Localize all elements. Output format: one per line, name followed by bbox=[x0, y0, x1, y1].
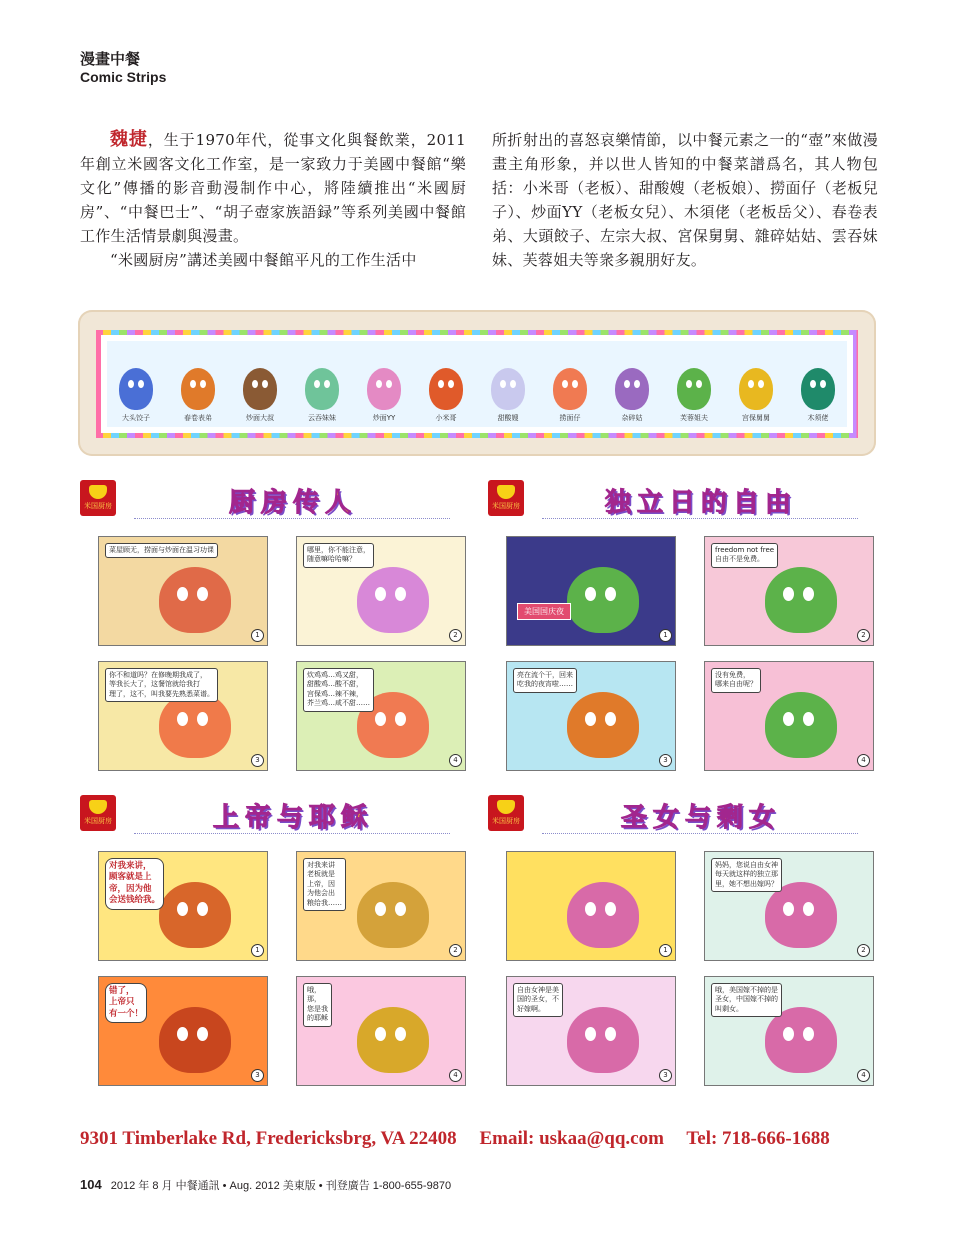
intro-left-column bbox=[80, 128, 466, 272]
teapot-character-icon bbox=[801, 368, 835, 410]
character-9 bbox=[603, 368, 661, 427]
intro-paragraph-2: “米國厨房”講述美國中餐館平凡的工作生活中 bbox=[110, 251, 417, 269]
panel-number: 4 bbox=[449, 1069, 462, 1082]
intro-paragraph-1 bbox=[80, 128, 466, 248]
teapot-character-icon bbox=[159, 882, 231, 948]
comic-panel-4 bbox=[296, 661, 466, 771]
speech-bubble: 自由女神是美 国的圣女，不 好嫁啊。 bbox=[513, 983, 563, 1017]
panel-grid bbox=[506, 536, 874, 771]
teapot-character-icon bbox=[567, 882, 639, 948]
panel-number: 1 bbox=[659, 629, 672, 642]
character-3 bbox=[231, 368, 289, 427]
author-name: 魏捷 bbox=[110, 129, 148, 150]
address: 9301 Timberlake Rd, Fredericksbrg, VA 22408 bbox=[80, 1128, 457, 1149]
logo-name: 米国厨房 bbox=[492, 817, 520, 825]
title-divider bbox=[134, 833, 450, 834]
teapot-character-icon bbox=[305, 368, 339, 410]
comic-strip-3 bbox=[80, 795, 460, 1095]
teapot-character-icon bbox=[491, 368, 525, 410]
comic-strip-2 bbox=[488, 480, 868, 780]
teapot-character-icon bbox=[567, 567, 639, 633]
comic-panel-1 bbox=[98, 536, 268, 646]
teapot-character-icon bbox=[765, 1007, 837, 1073]
section-header bbox=[80, 50, 166, 86]
character-2 bbox=[169, 368, 227, 427]
teapot-icon bbox=[89, 800, 107, 814]
kitchen-logo-icon bbox=[80, 480, 116, 516]
character-label: 大头饺子 bbox=[122, 414, 150, 422]
character-banner bbox=[78, 310, 876, 456]
comic-panel-1 bbox=[506, 536, 676, 646]
panel-number: 4 bbox=[857, 1069, 870, 1082]
character-label: 炒面大叔 bbox=[246, 414, 274, 422]
character-label: 春卷表弟 bbox=[184, 414, 212, 422]
comic-panel-4 bbox=[704, 976, 874, 1086]
strip-title: 厨房传人 bbox=[228, 488, 357, 518]
teapot-character-icon bbox=[429, 368, 463, 410]
kitchen-logo-icon bbox=[488, 795, 524, 831]
panel-number: 3 bbox=[659, 754, 672, 767]
comic-strip-1 bbox=[80, 480, 460, 780]
panel-number: 4 bbox=[449, 754, 462, 767]
teapot-character-icon bbox=[367, 368, 401, 410]
speech-bubble: 妈妈，您说自由女神 每天就这样的独立那 里，她不想出嫁吗？ bbox=[711, 858, 782, 892]
panel-number: 4 bbox=[857, 754, 870, 767]
character-4 bbox=[293, 368, 351, 427]
character-label: 芙蓉姐夫 bbox=[680, 414, 708, 422]
character-5 bbox=[355, 368, 413, 427]
speech-bubble: 你不和道吗？在修晚期我成了， 等我长大了，这餐馆就给我打 理了，这不，叫我要先熟悉菜谱。 bbox=[105, 668, 218, 702]
speech-bubble: 哪里，你不能注意， 随意嘛哈哈嘛？ bbox=[303, 543, 374, 568]
teapot-character-icon bbox=[553, 368, 587, 410]
teapot-character-icon bbox=[159, 567, 231, 633]
section-title-en: Comic Strips bbox=[80, 68, 167, 85]
character-12 bbox=[789, 368, 847, 427]
comic-panel-3 bbox=[506, 976, 676, 1086]
speech-bubble: 对我来讲， 顾客就是上 帝，因为他 会送钱给我。 bbox=[105, 858, 164, 910]
character-8 bbox=[541, 368, 599, 427]
speech-bubble: 没有免费， 哪来自由呢？ bbox=[711, 668, 761, 693]
section-title-zh: 漫畫中餐 bbox=[80, 50, 141, 68]
kitchen-logo-icon bbox=[80, 795, 116, 831]
panel-number: 3 bbox=[251, 1069, 264, 1082]
character-label: 木须佬 bbox=[807, 414, 829, 422]
teapot-character-icon bbox=[677, 368, 711, 410]
contact-info bbox=[80, 1128, 848, 1150]
panel-number: 3 bbox=[251, 754, 264, 767]
kitchen-logo-icon bbox=[488, 480, 524, 516]
speech-bubble: 错了， 上帝只 有一个！ bbox=[105, 983, 147, 1023]
speech-bubble: 对我来讲 老板就是 上帝，因 为他会出 粮给我…… bbox=[303, 858, 346, 911]
teapot-character-icon bbox=[243, 368, 277, 410]
teapot-character-icon bbox=[615, 368, 649, 410]
intro-text-1: ，生于1970年代，從事文化與餐飲業，2011年創立米國客文化工作室，是一家致力于美國中餐館“樂文化”傳播的影音動漫制作中心，將陸續推出“米國厨房”、“中餐巴士”、“胡子壺家族語録”等系列美國中餐館工作生活情景劇與漫畫。 bbox=[80, 131, 466, 245]
teapot-character-icon bbox=[739, 368, 773, 410]
comic-panel-2 bbox=[296, 851, 466, 961]
character-label: 宫保舅舅 bbox=[742, 414, 770, 422]
teapot-character-icon bbox=[567, 1007, 639, 1073]
page-footer-text: 2012 年 8 月 中餐通訊 • Aug. 2012 美東版 • 刊登廣告 1-800-655-9870 bbox=[110, 1180, 452, 1192]
comic-panel-3 bbox=[506, 661, 676, 771]
character-label: 云吞妹妹 bbox=[308, 414, 336, 422]
teapot-icon bbox=[497, 485, 515, 499]
character-6 bbox=[417, 368, 475, 427]
teapot-icon bbox=[497, 800, 515, 814]
comic-panel-4 bbox=[704, 661, 874, 771]
character-7 bbox=[479, 368, 537, 427]
teapot-character-icon bbox=[159, 692, 231, 758]
panel-number: 2 bbox=[857, 629, 870, 642]
logo-name: 米国厨房 bbox=[492, 502, 520, 510]
banner-frame bbox=[96, 330, 858, 438]
panel-number: 2 bbox=[449, 629, 462, 642]
panel-number: 1 bbox=[251, 944, 264, 957]
speech-bubble: 炊鸡鸡…鸡又甜， 甜酸鸡…酸不甜， 宫保鸡…辣不辣， 芥兰鸡…咸不甜…… bbox=[303, 668, 374, 712]
comic-panel-2 bbox=[296, 536, 466, 646]
teapot-character-icon bbox=[567, 692, 639, 758]
page-footer bbox=[80, 1177, 451, 1193]
comic-panel-1 bbox=[506, 851, 676, 961]
title-divider bbox=[542, 833, 858, 834]
teapot-character-icon bbox=[119, 368, 153, 410]
teapot-character-icon bbox=[765, 692, 837, 758]
panel-number: 2 bbox=[857, 944, 870, 957]
character-label: 捞面仔 bbox=[559, 414, 581, 422]
panel-grid bbox=[98, 536, 466, 771]
panel-grid bbox=[506, 851, 874, 1086]
comic-panel-1 bbox=[98, 851, 268, 961]
strip-title: 上帝与耶稣 bbox=[212, 803, 373, 833]
comic-panel-2 bbox=[704, 536, 874, 646]
panel-number: 3 bbox=[659, 1069, 672, 1082]
panel-number: 2 bbox=[449, 944, 462, 957]
title-divider bbox=[542, 518, 858, 519]
panel-grid bbox=[98, 851, 466, 1086]
speech-bubble: 哦， 那， 您是我 的耶稣 bbox=[303, 983, 332, 1027]
teapot-character-icon bbox=[765, 882, 837, 948]
panel-number: 1 bbox=[659, 944, 672, 957]
strip-title: 圣女与剩女 bbox=[620, 803, 781, 833]
teapot-character-icon bbox=[357, 567, 429, 633]
teapot-character-icon bbox=[159, 1007, 231, 1073]
teapot-character-icon bbox=[181, 368, 215, 410]
comic-panel-4 bbox=[296, 976, 466, 1086]
panel-number: 1 bbox=[251, 629, 264, 642]
comic-panel-3 bbox=[98, 976, 268, 1086]
character-label: 炒面YY bbox=[372, 414, 396, 422]
panel-caption: 美国国庆夜 bbox=[517, 603, 571, 620]
intro-right-column bbox=[492, 128, 878, 272]
teapot-character-icon bbox=[357, 1007, 429, 1073]
comic-strip-4 bbox=[488, 795, 868, 1095]
speech-bubble: 菜屋顾无，捞面与炒面在温习功课 bbox=[105, 543, 218, 558]
character-lineup bbox=[107, 341, 847, 427]
title-divider bbox=[134, 518, 450, 519]
character-11 bbox=[727, 368, 785, 427]
comic-panel-3 bbox=[98, 661, 268, 771]
character-1 bbox=[107, 368, 165, 427]
character-label: 杂碎姑 bbox=[621, 414, 643, 422]
email: Email: uskaa@qq.com bbox=[479, 1128, 664, 1149]
character-label: 小米哥 bbox=[435, 414, 457, 422]
page-number: 104 bbox=[80, 1177, 102, 1192]
strip-title: 独立日的自由 bbox=[604, 488, 797, 518]
telephone: Tel: 718-666-1688 bbox=[686, 1128, 830, 1149]
logo-name: 米国厨房 bbox=[84, 502, 112, 510]
speech-bubble: 哦，美国嫁不掉的是 圣女，中国嫁不掉的 叫剩女。 bbox=[711, 983, 782, 1017]
comic-panel-2 bbox=[704, 851, 874, 961]
logo-name: 米国厨房 bbox=[84, 817, 112, 825]
speech-bubble: freedom not free 自由不是免费。 bbox=[711, 543, 778, 568]
character-label: 甜酸嫂 bbox=[497, 414, 519, 422]
character-10 bbox=[665, 368, 723, 427]
teapot-character-icon bbox=[357, 882, 429, 948]
teapot-icon bbox=[89, 485, 107, 499]
teapot-character-icon bbox=[765, 567, 837, 633]
intro-paragraph-3: 所折射出的喜怒哀樂情節，以中餐元素之一的“壺”來做漫畫主角形象，并以世人皆知的中餐菜譜爲名，其人物包括：小米哥（老板）、甜酸嫂（老板娘）、撈面仔（老板兒子）、炒面YY（老板女兒）、木須佬（老板岳父）、春卷表弟、大頭餃子、左宗大叔、宮保舅舅、雜碎姑姑、雲吞妹妹、芙蓉姐夫等衆多親朋好友。 bbox=[492, 131, 878, 269]
speech-bubble: 亮在流个干，回来 吃我的夜宵啦…… bbox=[513, 668, 577, 693]
